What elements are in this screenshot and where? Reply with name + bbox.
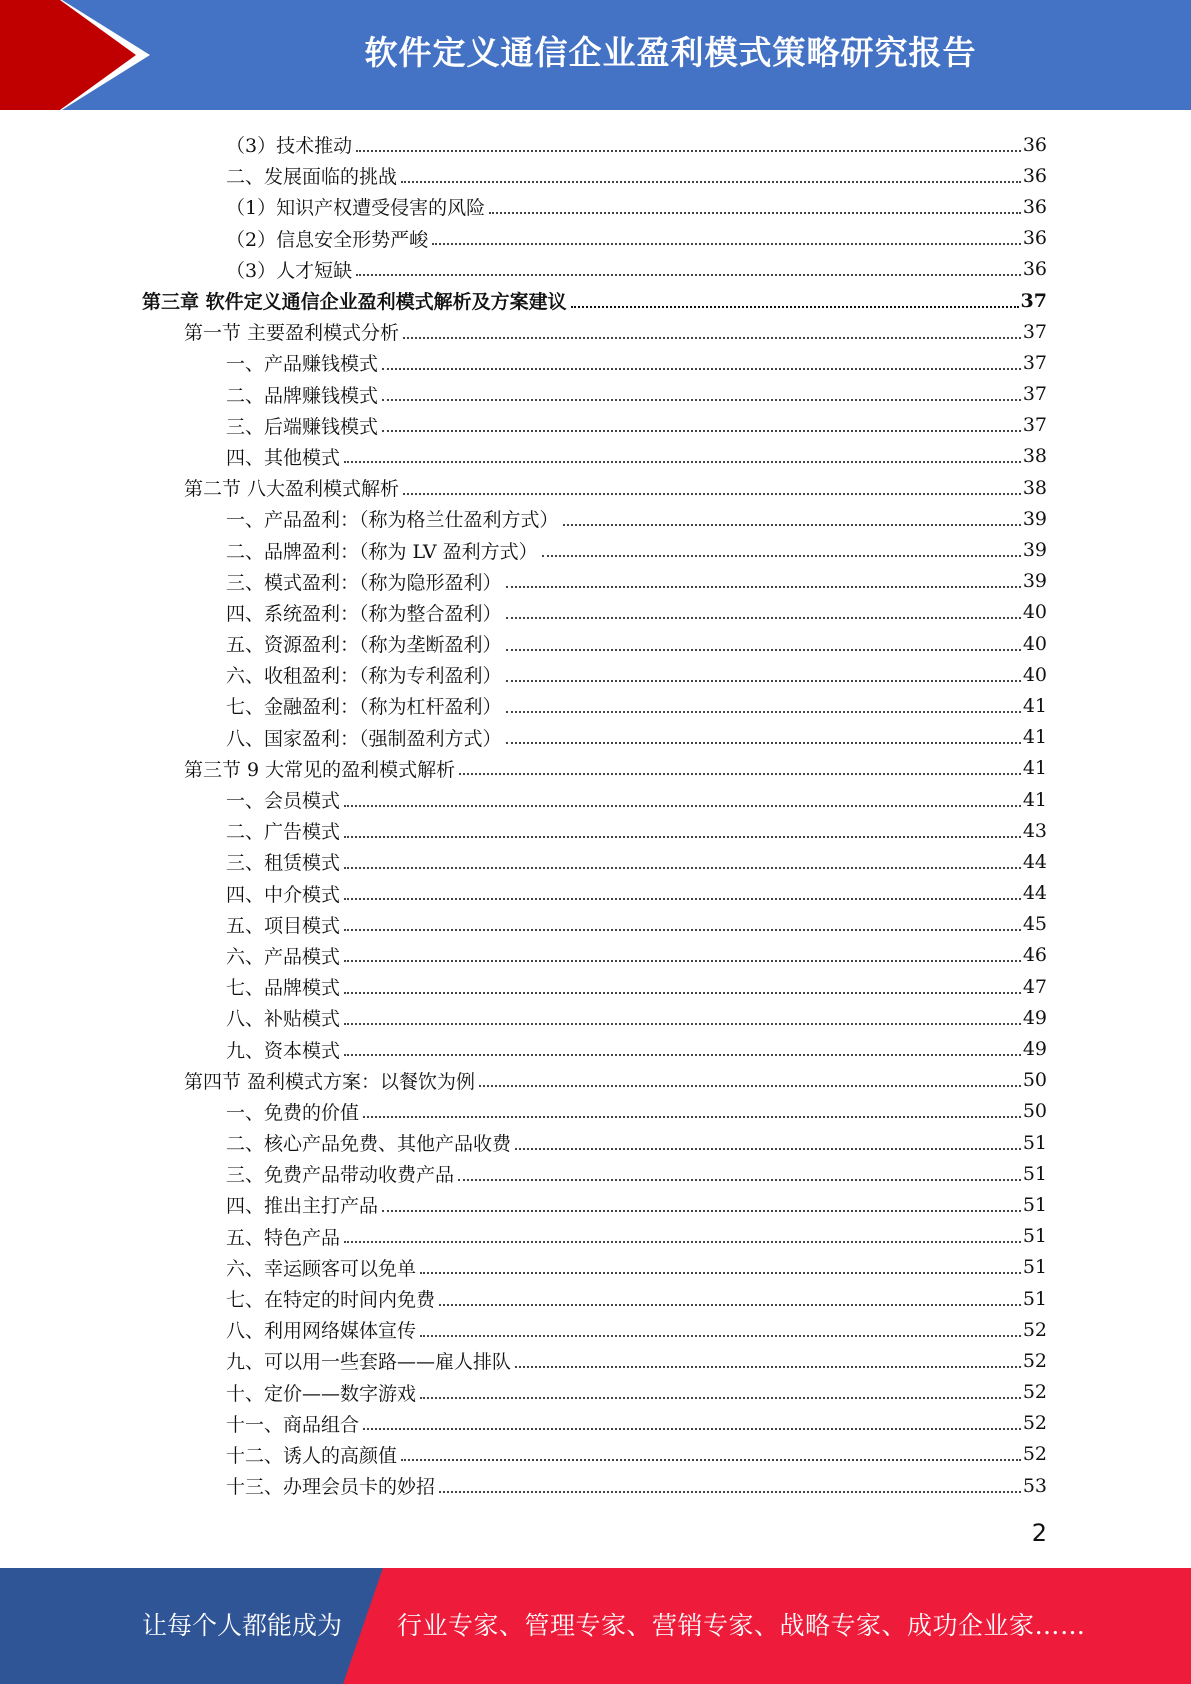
document-title: 软件定义通信企业盈利模式策略研究报告 <box>364 33 977 72</box>
toc-entry[interactable] <box>0 534 1191 565</box>
toc-entry-label: 十二、诱人的高颜值 <box>226 1444 398 1467</box>
toc-entry-page: 41 <box>1022 788 1047 811</box>
toc-entry-page: 40 <box>1022 663 1047 686</box>
toc-dot-leader <box>344 929 1021 931</box>
toc-dot-leader <box>506 742 1021 744</box>
toc-entry-label: 六、产品模式 <box>226 945 341 968</box>
toc-entry-label: 四、推出主打产品 <box>226 1195 379 1218</box>
toc-entry-label: 三、后端赚钱模式 <box>226 415 379 438</box>
toc-entry-label: 十、定价——数字游戏 <box>226 1382 417 1405</box>
toc-entry[interactable] <box>0 1314 1191 1345</box>
toc-dot-leader <box>344 836 1021 838</box>
toc-entry-label: （3）人才短缺 <box>226 259 353 282</box>
toc-entry-page: 36 <box>1022 195 1047 218</box>
toc-dot-leader <box>344 867 1021 869</box>
toc-entry[interactable] <box>0 410 1191 441</box>
toc-dot-leader <box>506 617 1021 619</box>
toc-dot-leader <box>344 1054 1021 1056</box>
toc-entry[interactable] <box>0 784 1191 815</box>
toc-dot-leader <box>515 1366 1021 1368</box>
toc-entry-label: 七、在特定的时间内免费 <box>226 1289 436 1312</box>
toc-entry-page: 40 <box>1022 601 1047 624</box>
toc-entry-label: 一、产品盈利：（称为格兰仕盈利方式） <box>226 509 559 532</box>
toc-dot-leader <box>401 181 1021 183</box>
toc-entry-label: 四、中介模式 <box>226 883 341 906</box>
toc-entry[interactable] <box>0 1252 1191 1283</box>
toc-entry-label: 第三章 软件定义通信企业盈利模式解析及方案建议 <box>142 291 567 314</box>
toc-entry[interactable] <box>0 223 1191 254</box>
toc-entry-page: 37 <box>1022 414 1047 437</box>
toc-entry[interactable] <box>0 160 1191 191</box>
toc-entry[interactable] <box>0 815 1191 846</box>
toc-entry[interactable] <box>0 1127 1191 1158</box>
toc-entry-page: 38 <box>1022 445 1047 468</box>
toc-entry-page: 37 <box>1020 289 1047 312</box>
toc-dot-leader <box>439 1491 1021 1493</box>
toc-entry-page: 41 <box>1022 726 1047 749</box>
toc-entry[interactable] <box>0 1439 1191 1470</box>
toc-dot-leader <box>563 524 1021 526</box>
toc-entry-label: 十三、办理会员卡的妙招 <box>226 1476 436 1499</box>
toc-dot-leader <box>458 1179 1021 1181</box>
toc-entry[interactable] <box>0 1002 1191 1033</box>
footer-band <box>0 1568 1191 1684</box>
toc-dot-leader <box>344 805 1021 807</box>
toc-dot-leader <box>459 773 1021 775</box>
toc-entry-label: （3）技术推动 <box>226 135 353 158</box>
toc-entry[interactable] <box>0 878 1191 909</box>
toc-entry[interactable] <box>0 503 1191 534</box>
toc-entry-label: 九、资本模式 <box>226 1039 341 1062</box>
footer-slogan-right: 行业专家、管理专家、营销专家、战略专家、成功企业家…… <box>397 1611 1086 1640</box>
toc-entry-page: 36 <box>1022 164 1047 187</box>
toc-entry-label: 第四节 盈利模式方案：以餐饮为例 <box>184 1070 476 1093</box>
toc-entry-page: 43 <box>1022 819 1047 842</box>
toc-dot-leader <box>479 1085 1021 1087</box>
toc-dot-leader <box>489 212 1021 214</box>
toc-entry-page: 51 <box>1022 1162 1047 1185</box>
toc-dot-leader <box>401 1459 1021 1461</box>
toc-entry-label: （2）信息安全形势严峻 <box>226 228 429 251</box>
toc-entry[interactable] <box>0 285 1191 316</box>
toc-entry[interactable] <box>0 191 1191 222</box>
toc-entry[interactable] <box>0 347 1191 378</box>
toc-entry-page: 49 <box>1022 1038 1047 1061</box>
toc-entry-page: 46 <box>1022 944 1047 967</box>
toc-entry[interactable] <box>0 129 1191 160</box>
toc-entry-page: 52 <box>1022 1381 1047 1404</box>
toc-entry-label: 二、品牌盈利：（称为 LV 盈利方式） <box>226 540 538 563</box>
toc-dot-leader <box>420 1272 1021 1274</box>
toc-entry-page: 51 <box>1022 1256 1047 1279</box>
toc-dot-leader <box>344 1023 1021 1025</box>
table-of-contents <box>0 129 1191 1501</box>
toc-entry-page: 39 <box>1022 507 1047 530</box>
toc-entry-label: 九、可以用一些套路——雇人排队 <box>226 1351 512 1374</box>
toc-entry-page: 52 <box>1022 1349 1047 1372</box>
header-chevron-decoration <box>0 0 160 110</box>
toc-dot-leader <box>506 649 1021 651</box>
toc-entry[interactable] <box>0 909 1191 940</box>
toc-entry-label: 二、核心产品免费、其他产品收费 <box>226 1133 512 1156</box>
toc-entry[interactable] <box>0 1096 1191 1127</box>
toc-entry-page: 50 <box>1022 1069 1047 1092</box>
toc-entry-label: 一、会员模式 <box>226 790 341 813</box>
toc-entry-page: 36 <box>1022 133 1047 156</box>
toc-dot-leader <box>506 680 1021 682</box>
toc-entry[interactable] <box>0 846 1191 877</box>
toc-entry-label: （1）知识产权遭受侵害的风险 <box>226 197 486 220</box>
toc-entry-label: 六、幸运顾客可以免单 <box>226 1257 417 1280</box>
toc-entry-page: 52 <box>1022 1318 1047 1341</box>
toc-dot-leader <box>403 337 1021 339</box>
toc-entry[interactable] <box>0 753 1191 784</box>
toc-entry-page: 51 <box>1022 1131 1047 1154</box>
toc-dot-leader <box>542 555 1021 557</box>
toc-dot-leader <box>344 960 1021 962</box>
toc-entry[interactable] <box>0 441 1191 472</box>
toc-entry[interactable] <box>0 628 1191 659</box>
toc-entry-page: 53 <box>1022 1474 1047 1497</box>
toc-entry[interactable] <box>0 597 1191 628</box>
toc-dot-leader <box>382 368 1021 370</box>
toc-entry-page: 41 <box>1022 757 1047 780</box>
toc-entry-label: 五、资源盈利：（称为垄断盈利） <box>226 634 502 657</box>
toc-entry-label: 五、项目模式 <box>226 914 341 937</box>
toc-entry[interactable] <box>0 379 1191 410</box>
toc-entry[interactable] <box>0 1189 1191 1220</box>
toc-dot-leader <box>363 1116 1021 1118</box>
toc-dot-leader <box>363 1428 1021 1430</box>
toc-dot-leader <box>420 1335 1021 1337</box>
toc-entry[interactable] <box>0 1408 1191 1439</box>
toc-entry-page: 36 <box>1022 258 1047 281</box>
toc-entry-label: 一、免费的价值 <box>226 1101 360 1124</box>
toc-entry-label: 二、广告模式 <box>226 821 341 844</box>
toc-dot-leader <box>356 150 1021 152</box>
toc-dot-leader <box>344 898 1021 900</box>
header-band <box>0 0 1191 110</box>
toc-entry[interactable] <box>0 472 1191 503</box>
toc-entry-page: 45 <box>1022 913 1047 936</box>
toc-entry-page: 44 <box>1022 850 1047 873</box>
toc-entry-page: 37 <box>1022 320 1047 343</box>
toc-entry-page: 51 <box>1022 1287 1047 1310</box>
toc-entry[interactable] <box>0 940 1191 971</box>
toc-dot-leader <box>382 1210 1021 1212</box>
toc-entry-page: 41 <box>1022 694 1047 717</box>
toc-entry-label: 二、品牌赚钱模式 <box>226 384 379 407</box>
toc-entry-page: 50 <box>1022 1100 1047 1123</box>
toc-entry[interactable] <box>0 1033 1191 1064</box>
toc-dot-leader <box>420 1397 1021 1399</box>
toc-entry-label: 六、收租盈利：（称为专利盈利） <box>226 665 502 688</box>
toc-entry-label: 七、金融盈利：（称为杠杆盈利） <box>226 696 502 719</box>
toc-dot-leader <box>506 586 1021 588</box>
toc-entry[interactable] <box>0 1283 1191 1314</box>
toc-entry-label: 第三节 9 大常见的盈利模式解析 <box>184 758 456 781</box>
toc-dot-leader <box>382 399 1021 401</box>
toc-dot-leader <box>356 274 1021 276</box>
toc-entry[interactable] <box>0 254 1191 285</box>
toc-entry[interactable] <box>0 316 1191 347</box>
toc-entry-label: 十一、商品组合 <box>226 1413 360 1436</box>
toc-entry[interactable] <box>0 1221 1191 1252</box>
toc-entry-page: 39 <box>1022 570 1047 593</box>
toc-entry-label: 八、补贴模式 <box>226 1008 341 1031</box>
toc-dot-leader <box>506 711 1021 713</box>
toc-entry-page: 36 <box>1022 227 1047 250</box>
toc-entry-label: 一、产品赚钱模式 <box>226 353 379 376</box>
toc-entry-page: 52 <box>1022 1412 1047 1435</box>
toc-dot-leader <box>432 243 1021 245</box>
toc-entry[interactable] <box>0 1345 1191 1376</box>
toc-entry-label: 二、发展面临的挑战 <box>226 166 398 189</box>
toc-entry-page: 37 <box>1022 383 1047 406</box>
toc-entry[interactable] <box>0 690 1191 721</box>
toc-dot-leader <box>382 430 1021 432</box>
toc-entry-label: 三、租赁模式 <box>226 852 341 875</box>
toc-dot-leader <box>515 1148 1021 1150</box>
toc-entry-label: 第二节 八大盈利模式解析 <box>184 478 400 501</box>
page-number: 2 <box>1031 1519 1047 1547</box>
toc-entry-label: 七、品牌模式 <box>226 977 341 1000</box>
footer-slogan-left: 让每个人都能成为 <box>142 1611 343 1640</box>
toc-dot-leader <box>344 992 1021 994</box>
toc-dot-leader <box>403 493 1021 495</box>
toc-entry[interactable] <box>0 566 1191 597</box>
toc-entry-label: 五、特色产品 <box>226 1226 341 1249</box>
toc-entry-page: 40 <box>1022 632 1047 655</box>
toc-entry-label: 八、国家盈利：（强制盈利方式） <box>226 727 502 750</box>
toc-dot-leader <box>344 461 1021 463</box>
toc-entry[interactable] <box>0 1065 1191 1096</box>
toc-entry-page: 39 <box>1022 539 1047 562</box>
toc-entry[interactable] <box>0 722 1191 753</box>
toc-entry[interactable] <box>0 971 1191 1002</box>
toc-entry[interactable] <box>0 1377 1191 1408</box>
toc-entry-label: 第一节 主要盈利模式分析 <box>184 322 400 345</box>
toc-entry-label: 四、系统盈利：（称为整合盈利） <box>226 602 502 625</box>
toc-entry-page: 37 <box>1022 351 1047 374</box>
toc-dot-leader <box>439 1304 1021 1306</box>
toc-entry-label: 三、免费产品带动收费产品 <box>226 1164 455 1187</box>
toc-entry-label: 八、利用网络媒体宣传 <box>226 1320 417 1343</box>
toc-dot-leader <box>344 1241 1021 1243</box>
toc-entry-page: 49 <box>1022 1006 1047 1029</box>
toc-entry[interactable] <box>0 659 1191 690</box>
toc-entry-page: 44 <box>1022 882 1047 905</box>
toc-entry-label: 三、模式盈利：（称为隐形盈利） <box>226 571 502 594</box>
toc-entry-label: 四、其他模式 <box>226 446 341 469</box>
toc-entry-page: 38 <box>1022 476 1047 499</box>
toc-entry-page: 51 <box>1022 1225 1047 1248</box>
toc-entry-page: 51 <box>1022 1193 1047 1216</box>
toc-entry[interactable] <box>0 1158 1191 1189</box>
toc-entry-page: 52 <box>1022 1443 1047 1466</box>
toc-dot-leader <box>571 306 1019 308</box>
toc-entry[interactable] <box>0 1470 1191 1501</box>
toc-entry-page: 47 <box>1022 975 1047 998</box>
